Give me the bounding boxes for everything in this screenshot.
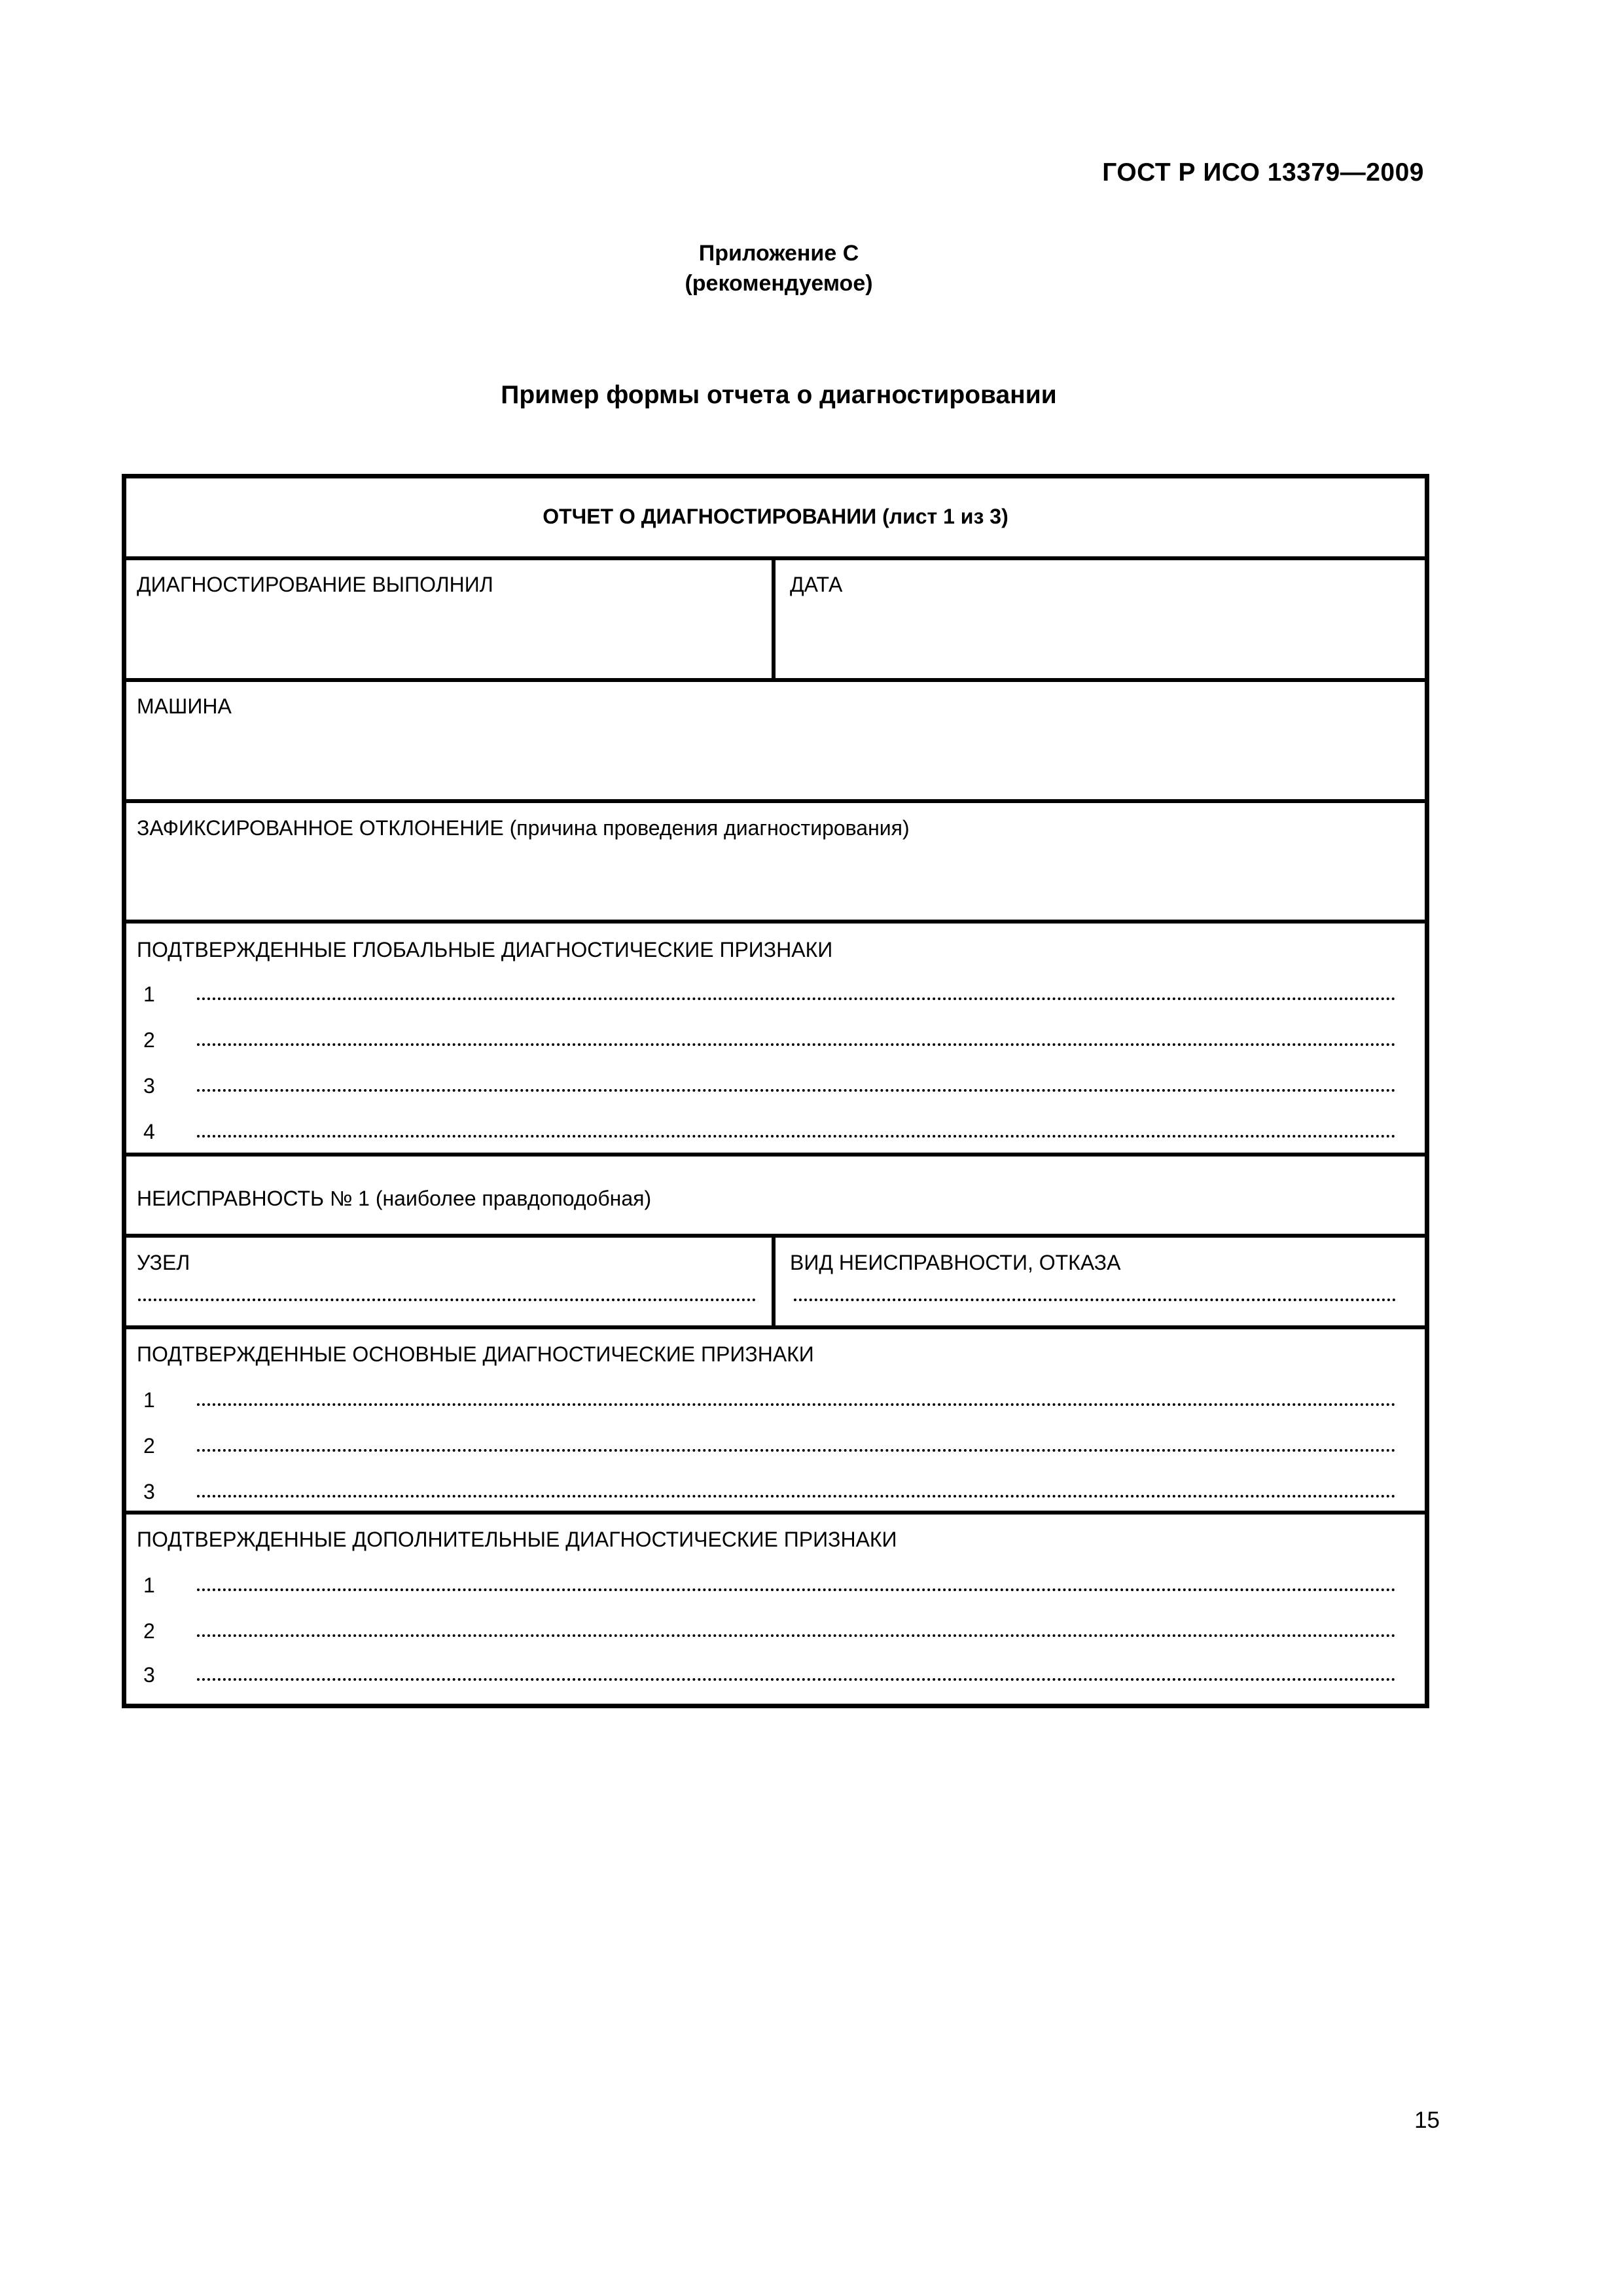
- row-divider: [126, 799, 1425, 803]
- additional-sign-line: [197, 1678, 1396, 1681]
- page-number: 15: [1414, 2108, 1440, 2133]
- page-title: Пример формы отчета о диагностировании: [501, 381, 1057, 409]
- main-sign-line: [197, 1403, 1396, 1406]
- column-divider: [772, 558, 776, 680]
- global-sign-line: [197, 1089, 1396, 1092]
- row-divider: [126, 920, 1425, 924]
- date-label: ДАТА: [790, 573, 843, 596]
- standard-designation: ГОСТ Р ИСО 13379—2009: [1102, 158, 1424, 187]
- fault-label: НЕИСПРАВНОСТЬ № 1 (наиболее правдоподобная): [137, 1187, 652, 1210]
- annex-label: Приложение С: [698, 241, 859, 266]
- global-sign-number: 1: [143, 982, 155, 1006]
- global-sign-line: [197, 1135, 1396, 1138]
- additional-sign-number: 1: [143, 1573, 155, 1597]
- global-sign-line: [197, 1043, 1396, 1046]
- global-sign-number: 4: [143, 1120, 155, 1143]
- deviation-label: ЗАФИКСИРОВАННОЕ ОТКЛОНЕНИЕ (причина проведения диагностирования): [137, 816, 910, 840]
- row-divider: [126, 1325, 1425, 1329]
- fault-type-line: [794, 1299, 1396, 1301]
- annex-heading: [589, 238, 969, 298]
- row-divider: [126, 1153, 1425, 1157]
- main-sign-line: [197, 1449, 1396, 1452]
- global-sign-number: 3: [143, 1074, 155, 1098]
- main-sign-number: 1: [143, 1388, 155, 1412]
- annex-note: (рекомендуемое): [685, 271, 873, 296]
- node-label: УЗЕЛ: [137, 1251, 190, 1274]
- additional-sign-line: [197, 1588, 1396, 1591]
- additional-sign-line: [197, 1634, 1396, 1637]
- global-signs-label: ПОДТВЕРЖДЕННЫЕ ГЛОБАЛЬНЫЕ ДИАГНОСТИЧЕСКИЕ ПРИЗНАКИ: [137, 938, 833, 961]
- global-sign-number: 2: [143, 1028, 155, 1052]
- row-divider: [126, 1234, 1425, 1238]
- main-sign-number: 2: [143, 1434, 155, 1458]
- row-divider: [126, 556, 1425, 560]
- column-divider: [772, 1236, 776, 1327]
- global-sign-line: [197, 997, 1396, 1000]
- additional-sign-number: 3: [143, 1663, 155, 1687]
- diagnosis-report-form: [122, 474, 1429, 1708]
- form-title: ОТЧЕТ О ДИАГНОСТИРОВАНИИ (лист 1 из 3): [543, 505, 1008, 528]
- additional-signs-label: ПОДТВЕРЖДЕННЫЕ ДОПОЛНИТЕЛЬНЫЕ ДИАГНОСТИЧЕСКИЕ ПРИЗНАКИ: [137, 1528, 897, 1551]
- main-signs-label: ПОДТВЕРЖДЕННЫЕ ОСНОВНЫЕ ДИАГНОСТИЧЕСКИЕ ПРИЗНАКИ: [137, 1342, 814, 1366]
- machine-label: МАШИНА: [137, 694, 232, 718]
- additional-sign-number: 2: [143, 1619, 155, 1643]
- node-line: [138, 1299, 756, 1301]
- fault-type-label: ВИД НЕИСПРАВНОСТИ, ОТКАЗА: [790, 1251, 1121, 1274]
- performed-by-label: ДИАГНОСТИРОВАНИЕ ВЫПОЛНИЛ: [137, 573, 493, 596]
- row-divider: [126, 678, 1425, 682]
- main-sign-line: [197, 1495, 1396, 1498]
- main-sign-number: 3: [143, 1480, 155, 1503]
- row-divider: [126, 1511, 1425, 1515]
